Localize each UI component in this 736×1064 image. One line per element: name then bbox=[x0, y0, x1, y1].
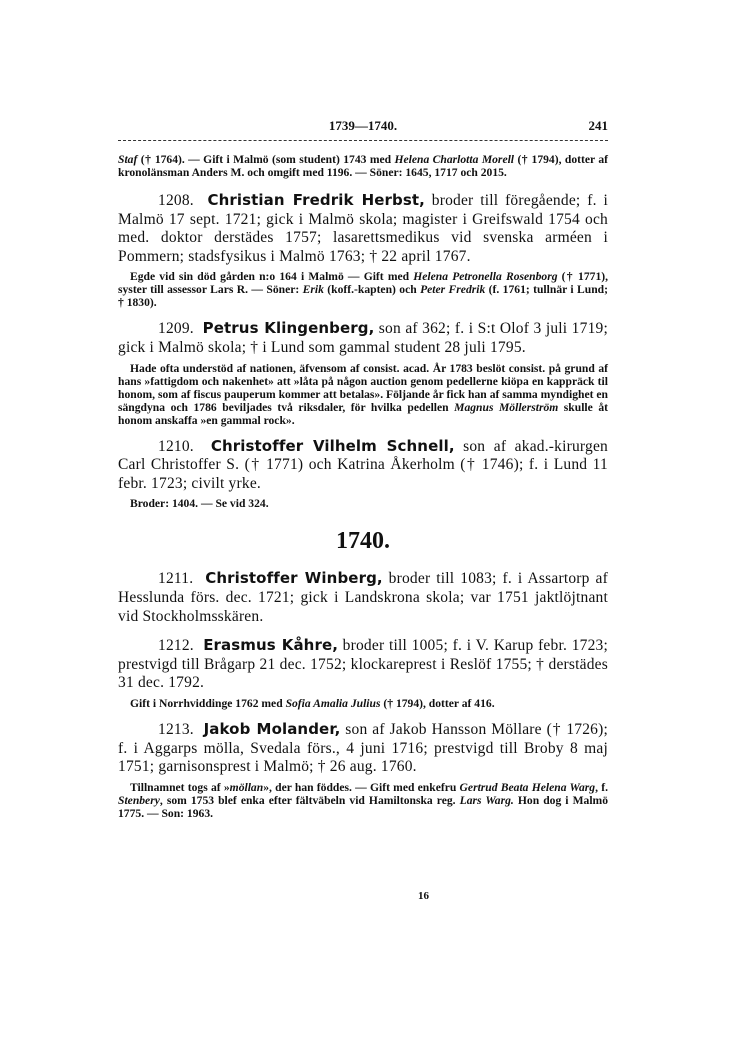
entry-1212-note bbox=[118, 697, 608, 710]
page-number: 241 bbox=[588, 118, 608, 133]
note-text: († 1794), dotter af 416. bbox=[380, 696, 495, 710]
note-name: Peter Fredrik bbox=[420, 283, 486, 297]
note-text: Egde vid sin död gården n:o 164 i Malmö — Gift med bbox=[130, 270, 414, 284]
entry-1210-note bbox=[118, 497, 608, 510]
note-name: möllan bbox=[229, 780, 264, 794]
entry-1211 bbox=[118, 569, 608, 626]
entry-name: Petrus Klingenberg, bbox=[202, 319, 375, 338]
book-page bbox=[118, 118, 608, 820]
entry-text: broder till 1005; f. i V. Karup febr. 1723; prestvigd till Brågarp 21 dec. 1752; klockareprest i Reslöf 1755; † derstädes 31 dec. 1792. bbox=[118, 637, 609, 692]
header-rule bbox=[118, 140, 608, 141]
entry-1209-note bbox=[118, 362, 608, 427]
intro-note-spouse: Helena Charlotta Morell bbox=[394, 153, 515, 166]
entry-1208 bbox=[118, 191, 608, 266]
entry-1209 bbox=[118, 319, 608, 357]
note-name: Stenbery bbox=[118, 793, 160, 807]
note-text: », der han föddes. — Gift med enkefru bbox=[263, 780, 460, 794]
entry-1208-note bbox=[118, 270, 608, 309]
note-text: († 1771), syster till assessor Lars R. — Söner: bbox=[118, 270, 608, 297]
note-text: Broder: 1404. — Se vid 324. bbox=[130, 497, 269, 511]
year-heading: 1740. bbox=[336, 528, 390, 555]
entry-number: 1208. bbox=[158, 192, 194, 209]
entry-text: son af akad.-kirurgen Carl Christoffer S. († 1771) och Katrina Åkerholm († 1746); f. i Lund 11 febr. 1723; civilt yrke. bbox=[118, 437, 608, 492]
note-text: (koff.-kapten) och bbox=[323, 283, 421, 297]
entry-number: 1211. bbox=[158, 570, 194, 588]
note-text: skulle åt honom anskaffa »en gammal rock». bbox=[118, 400, 608, 427]
note-text: Tillnamnet togs af » bbox=[130, 780, 230, 794]
entry-text: son af Jakob Hansson Möllare († 1726); f. i Aggarps mölla, Svedala förs., 4 juni 1716; prestvigd till Broby 8 maj 1751; garnisonsprest i Malmö; † 26 aug. 1760. bbox=[118, 720, 608, 776]
entry-number: 1212. bbox=[158, 637, 194, 655]
note-name: Lars Warg. bbox=[459, 793, 514, 807]
entry-text: broder till föregående; f. i Malmö 17 sept. 1721; gick i Malmö skola; magister i Greifswald 1754 och med. doktor derstädes 1757; lasarettsmedikus vid svenska arméen i Pommern; stadsfysikus i Malmö 1763; † 22 april 1767. bbox=[118, 192, 608, 265]
running-head bbox=[118, 118, 608, 140]
note-name: Erik bbox=[302, 283, 324, 297]
entry-number: 1210. bbox=[158, 437, 194, 455]
note-name: Magnus Möllerström bbox=[454, 400, 559, 414]
note-name: Helena Petronella Rosenborg bbox=[413, 270, 558, 284]
note-text: Hon dog i Malmö 1775. — Son: 1963. bbox=[118, 793, 609, 820]
signature-mark: 16 bbox=[418, 890, 429, 902]
note-name: Sofia Amalia Julius bbox=[285, 696, 381, 710]
entry-1213 bbox=[118, 720, 608, 777]
entry-text: son af 362; f. i S:t Olof 3 juli 1719; gick i Malmö skola; † i Lund som gammal student 28 juli 1795. bbox=[118, 320, 608, 356]
note-text: , f. bbox=[595, 780, 608, 794]
entry-name: Jakob Molander, bbox=[203, 719, 341, 738]
intro-note-name: Staf bbox=[118, 153, 138, 166]
entry-number: 1209. bbox=[158, 320, 194, 338]
note-text: Hade ofta understöd af nationen, äfvensom af consist. acad. År 1783 beslöt consist. på grund af hans »fattigdom och nakenhet» att »låta på någon auction genom pedellerne kiöpa en kappräck til honom, som af fiscus pauperum kommer att betalas». Följande år fick han af samma myndighet en sängdyna och 1786 beviljades två riksdaler, för hvilka pedellen bbox=[118, 361, 608, 414]
entry-name: Christoffer Winberg, bbox=[205, 569, 383, 588]
entry-number: 1213. bbox=[158, 720, 194, 738]
intro-note-text: († 1764). — Gift i Malmö (som student) 1743 med bbox=[137, 153, 395, 166]
entry-1210 bbox=[118, 437, 608, 494]
note-text: , som 1753 blef enka efter fältväbeln vid Hamiltonska reg. bbox=[159, 793, 460, 807]
note-text: (f. 1761; tullnär i Lund; † 1830). bbox=[118, 283, 608, 310]
note-name: Gertrud Beata Helena Warg bbox=[459, 780, 596, 794]
entry-name: Christoffer Vilhelm Schnell, bbox=[210, 436, 455, 455]
entry-1212 bbox=[118, 636, 608, 693]
entry-name: Erasmus Kåhre, bbox=[203, 636, 339, 655]
entry-text: broder till 1083; f. i Assartorp af Hesslunda förs. dec. 1721; gick i Landskrona skola; var 1751 jaktlöjtnant vid Stockholmsskären. bbox=[118, 570, 608, 625]
note-text: Gift i Norrhviddinge 1762 med bbox=[130, 696, 286, 710]
entry-name: Christian Fredrik Herbst, bbox=[207, 191, 425, 209]
intro-note-text-2: († 1794), dotter af kronolänsman Anders M. och omgift med 1196. — Söner: 1645, 1717 och 2015. bbox=[118, 153, 608, 179]
entry-1213-note bbox=[118, 781, 608, 820]
intro-note bbox=[118, 153, 608, 179]
running-head-years: 1739—1740. bbox=[328, 118, 398, 133]
